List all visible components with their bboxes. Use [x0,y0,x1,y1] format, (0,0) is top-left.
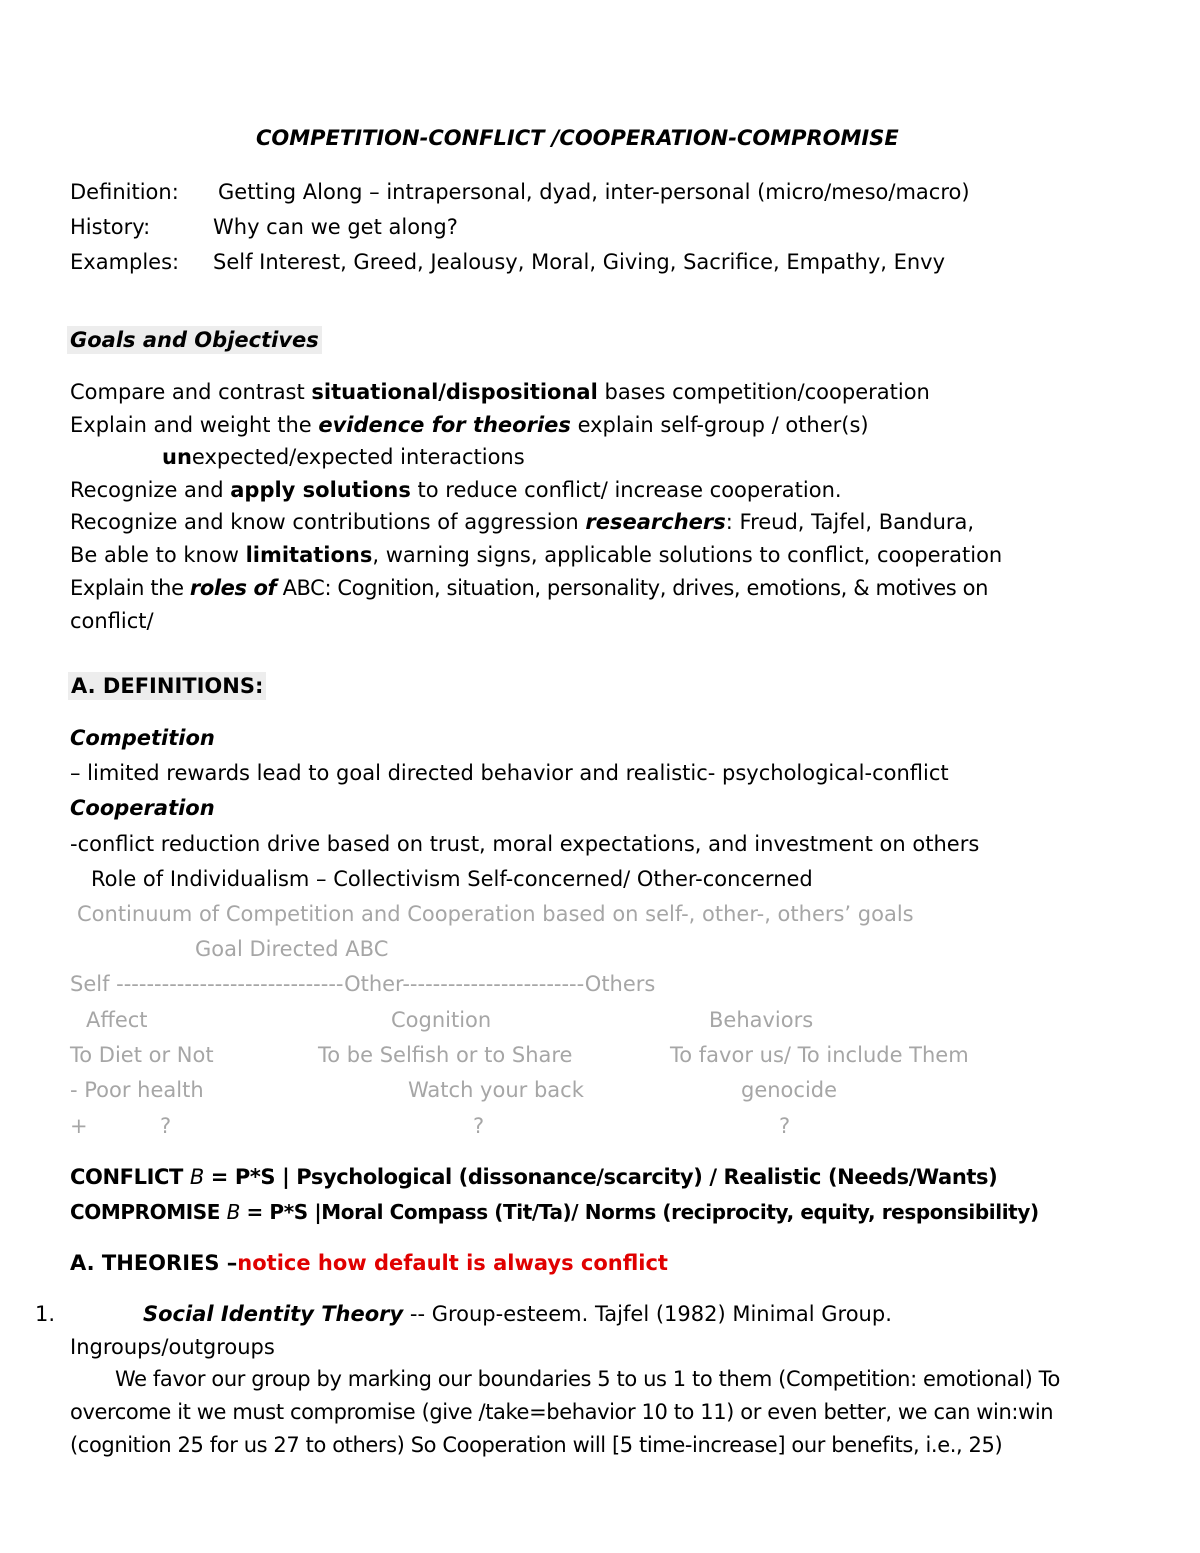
goal-emphasis: evidence for theories [318,413,571,437]
goal-text: to reduce conflict/ increase cooperation. [410,478,842,502]
formula-rest: = P*S |Moral Compass (Tit/Ta)/ Norms (reciprocity, equity, responsibility) [239,1200,1039,1224]
continuum-cell: ? [473,1114,485,1138]
formula-rest: = P*S | Psychological (dissonance/scarcity) / Realistic (Needs/Wants) [203,1165,998,1189]
goal-text: Compare and contrast [70,380,312,404]
continuum-cell: Cognition [391,1008,492,1032]
history-text: Why can we get along? [213,215,458,239]
continuum-subtitle: Goal Directed ABC [195,937,389,961]
continuum-cell: + [70,1114,88,1138]
formula-word: COMPROMISE [70,1200,227,1224]
continuum-cell: To Diet or Not [70,1043,214,1067]
theory-line: (cognition 25 for us 27 to others) So Cooperation will [5 time-increase] our benefits, i.e., 25) [70,1433,1003,1457]
theory-meta: -- Group-esteem. Tajfel (1982) Minimal Group. [403,1302,892,1326]
continuum-cell: ? [160,1114,172,1138]
definition-label: Definition: [70,180,179,204]
goal-emphasis: apply solutions [230,478,411,502]
role-line: Role of Individualism – Collectivism Self-concerned/ Other-concerned [91,867,813,891]
definition-text: Getting Along – intrapersonal, dyad, inter-personal (micro/meso/macro) [218,180,970,204]
goal-line-1 [70,378,930,406]
goal-emphasis: un [162,445,192,469]
continuum-cell: Watch your back [408,1078,584,1102]
goal-text: Be able to know [70,543,246,567]
goals-heading: Goals and Objectives [67,326,322,354]
continuum-cell: To be Selfish or to Share [318,1043,573,1067]
goal-text: expected/expected interactions [191,445,525,469]
goal-emphasis: roles of [189,576,277,600]
compromise-formula [70,1198,1039,1226]
theory-line: We favor our group by marking our boundaries 5 to us 1 to them (Competition: emotional) To [115,1367,1060,1391]
goal-emphasis: limitations [245,543,373,567]
definitions-heading: A. DEFINITIONS: [68,672,266,700]
goal-line-2 [70,411,869,439]
goal-text: explain self-group / other(s) [570,413,869,437]
goal-text: Explain and weight the [70,413,319,437]
history-label: History: [70,215,151,239]
goal-text: Recognize and [70,478,231,502]
continuum-cell: To favor us/ To include Them [670,1043,969,1067]
examples-label: Examples: [70,250,180,274]
cooperation-term: Cooperation [70,796,215,820]
theory-line: overcome it we must compromise (give /take=behavior 10 to 11) or even better, we can win:win [70,1400,1054,1424]
goal-line-3 [162,443,525,471]
goal-line-8: conflict/ [70,609,154,633]
goal-emphasis: researchers [585,510,726,534]
formula-variable: B [189,1165,204,1189]
goal-text: ABC: Cognition, situation, personality, drives, emotions, & motives on [276,576,988,600]
competition-definition: – limited rewards lead to goal directed behavior and realistic- psychological-conflict [70,761,949,785]
continuum-scale: Self ------------------------------Other------------------------Others [70,972,656,996]
goal-line-6 [70,541,1002,569]
theories-heading-note: notice how default is always conflict [237,1251,668,1275]
continuum-line: Continuum of Competition and Cooperation based on self-, other-, others’ goals [77,902,914,926]
goal-text: Recognize and know contributions of aggression [70,510,586,534]
goal-line-5 [70,508,974,536]
conflict-formula [70,1163,997,1191]
goal-text: : Freud, Tajfel, Bandura, [725,510,975,534]
continuum-cell: - Poor health [70,1078,204,1102]
formula-variable: B [226,1200,240,1224]
goal-text: , warning signs, applicable solutions to conflict, cooperation [372,543,1003,567]
theories-heading [70,1249,668,1277]
theory-line: Ingroups/outgroups [70,1335,275,1359]
examples-text: Self Interest, Greed, Jealousy, Moral, Giving, Sacrifice, Empathy, Envy [213,250,946,274]
goal-line-7 [70,574,988,602]
theory-number: 1. [35,1302,56,1326]
theories-heading-prefix: A. THEORIES – [70,1251,238,1275]
cooperation-definition: -conflict reduction drive based on trust, moral expectations, and investment on others [70,832,980,856]
theory-title-line [143,1300,892,1328]
goal-line-4 [70,476,842,504]
continuum-cell: Affect [86,1008,148,1032]
competition-term: Competition [70,726,215,750]
continuum-cell: ? [779,1114,791,1138]
continuum-cell: genocide [741,1078,838,1102]
document-title: COMPETITION-CONFLICT /COOPERATION-COMPROMISE [256,126,899,150]
goal-text: Explain the [70,576,190,600]
formula-word: CONFLICT [70,1165,190,1189]
goal-emphasis: situational/dispositional [311,380,598,404]
continuum-cell: Behaviors [709,1008,814,1032]
goal-text: bases competition/cooperation [597,380,930,404]
theory-name: Social Identity Theory [143,1302,404,1326]
